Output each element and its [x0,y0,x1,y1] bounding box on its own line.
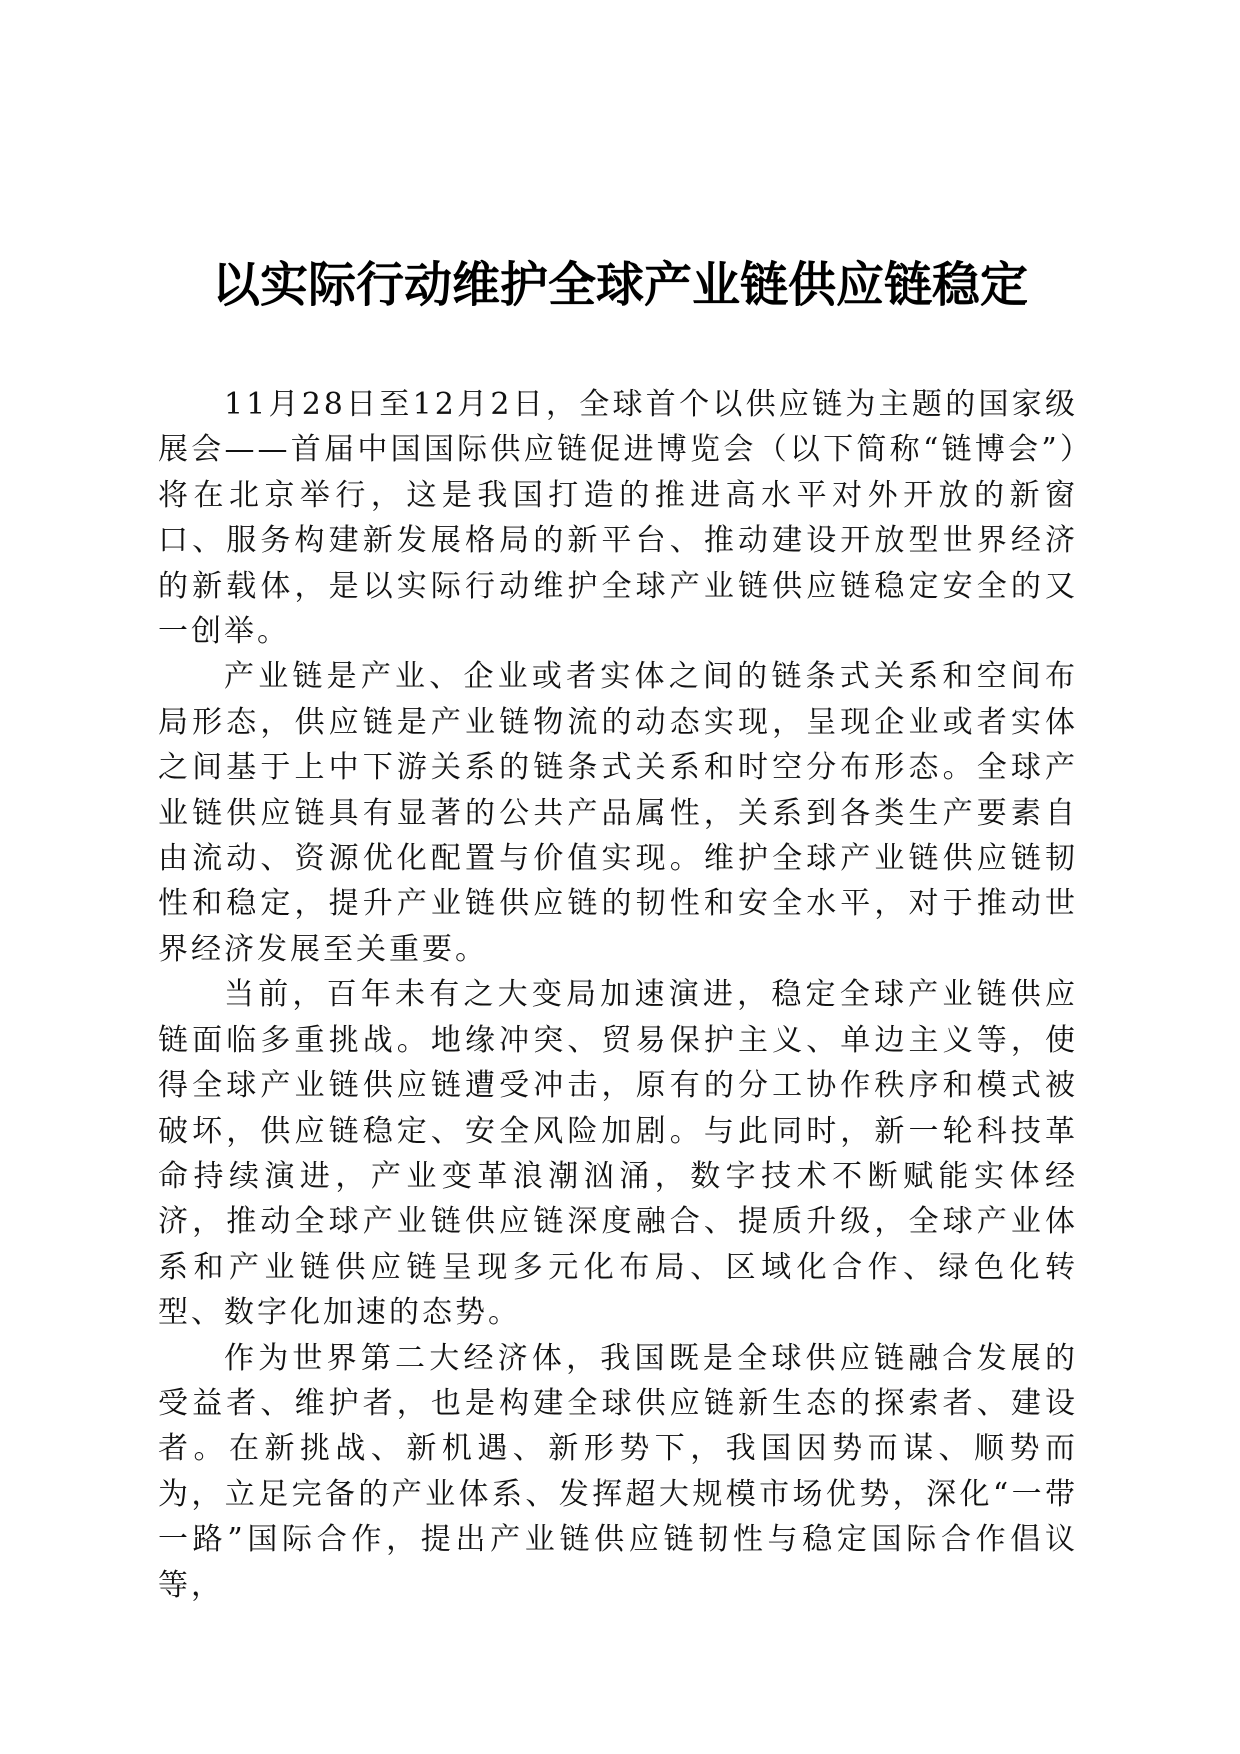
document-body [158,382,1078,1608]
paragraph: 产业链是产业、企业或者实体之间的链条式关系和空间布局形态，供应链是产业链物流的动态实现，呈现企业或者实体之间基于上中下游关系的链条式关系和时空分布形态。全球产业链供应链具有显著的公共产品属性，关系到各类生产要素自由流动、资源优化配置与价值实现。维护全球产业链供应链韧性和稳定，提升产业链供应链的韧性和安全水平，对于推动世界经济发展至关重要。 [158,659,1078,967]
paragraph: 11月28日至12月2日，全球首个以供应链为主题的国家级展会——首届中国国际供应链促进博览会（以下简称“链博会”）将在北京举行，这是我国打造的推进高水平对外开放的新窗口、服务构建新发展格局的新平台、推动建设开放型世界经济的新载体，是以实际行动维护全球产业链供应链稳定安全的又一创举。 [158,387,1078,650]
paragraph: 作为世界第二大经济体，我国既是全球供应链融合发展的受益者、维护者，也是构建全球供应链新生态的探索者、建设者。在新挑战、新机遇、新形势下，我国因势而谋、顺势而为，立足完备的产业体系、发挥超大规模市场优势，深化“一带一路”国际合作，提出产业链供应链韧性与稳定国际合作倡议等， [158,1340,1078,1603]
paragraph: 当前，百年未有之大变局加速演进，稳定全球产业链供应链面临多重挑战。地缘冲突、贸易保护主义、单边主义等，使得全球产业链供应链遭受冲击，原有的分工协作秩序和模式被破坏，供应链稳定、安全风险加剧。与此同时，新一轮科技革命持续演进，产业变革浪潮汹涌，数字技术不断赋能实体经济，推动全球产业链供应链深度融合、提质升级，全球产业体系和产业链供应链呈现多元化布局、区域化合作、绿色化转型、数字化加速的态势。 [158,977,1078,1331]
document-title: 以实际行动维护全球产业链供应链稳定 [211,257,1028,313]
